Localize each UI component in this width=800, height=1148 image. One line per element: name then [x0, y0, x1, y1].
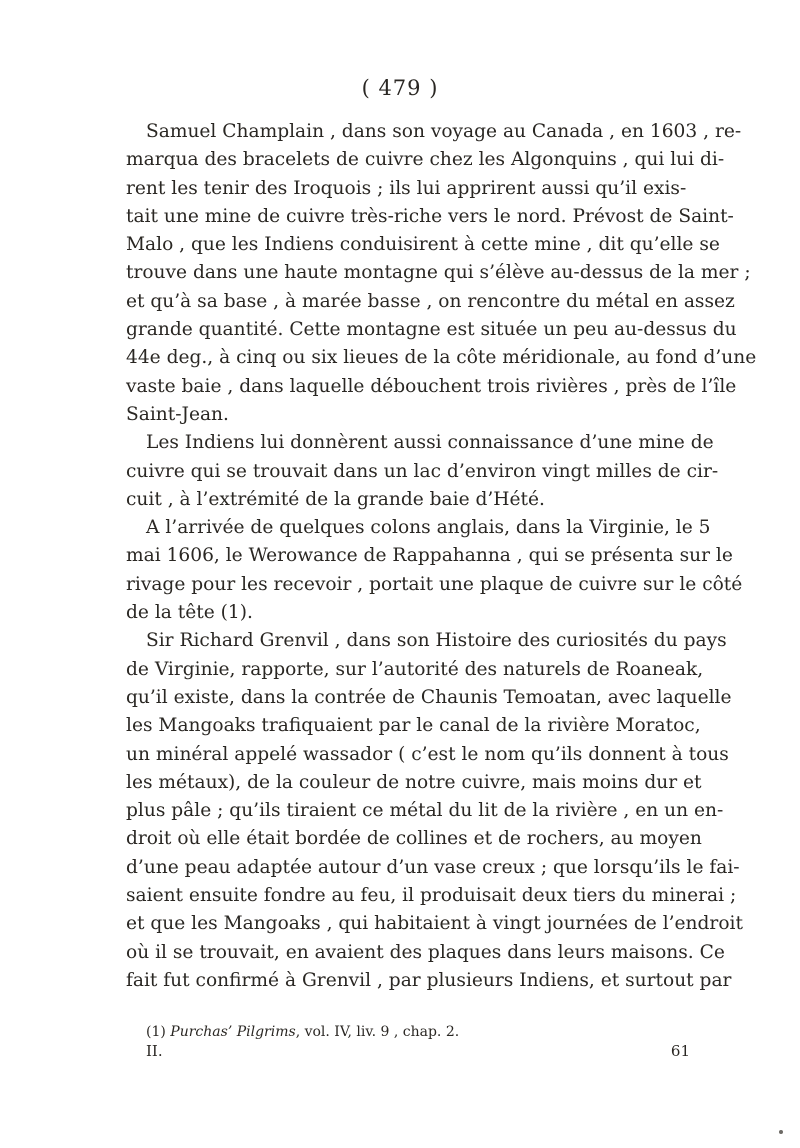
text-line: cuit , à l’extrémité de la grande baie d’Hété.	[126, 488, 545, 510]
text-line: rivage pour les recevoir , portait une plaque de cuivre sur le côté	[126, 573, 743, 595]
page-number: ( 479 )	[361, 76, 439, 100]
text-line: 44e deg., à cinq ou six lieues de la côte méridionale, au fond d’une	[126, 347, 757, 369]
text-line: A l’arrivée de quelques colons anglais, dans la Virginie, le 5	[146, 517, 711, 539]
text-line: vaste baie , dans laquelle débouchent trois rivières , près de l’île	[126, 375, 737, 397]
text-line: cuivre qui se trouvait dans un lac d’environ vingt milles de cir-	[126, 460, 719, 482]
text-line: de la tête (1).	[126, 602, 253, 624]
footnote-reference: , vol. IV, liv. 9 , chap. 2.	[295, 1024, 460, 1040]
text-line: où il se trouvait, en avaient des plaques dans leurs maisons. Ce	[126, 941, 725, 963]
text-line: de Virginie, rapporte, sur l’autorité des naturels de Roaneak,	[126, 658, 704, 680]
text-line: marqua des bracelets de cuivre chez les Algonquins , qui lui di-	[126, 149, 725, 171]
text-line: Malo , que les Indiens conduisirent à cette mine , dit qu’elle se	[126, 234, 720, 256]
footnote-marker: (1)	[146, 1024, 166, 1040]
text-line: les métaux), de la couleur de notre cuivre, mais moins dur et	[126, 771, 702, 793]
footnote-author: Purchas’	[170, 1024, 233, 1040]
signature-volume: II.	[146, 1042, 163, 1060]
text-line: trouve dans une haute montagne qui s’élève au-dessus de la mer ;	[126, 262, 751, 284]
signature-gathering: 61	[670, 1042, 690, 1060]
text-line: Saint-Jean.	[126, 403, 229, 425]
text-line: et que les Mangoaks , qui habitaient à vingt journées de l’endroit	[126, 913, 743, 935]
text-line: d’une peau adaptée autour d’un vase creux ; que lorsqu’ils le fai-	[126, 856, 740, 878]
body-text	[126, 118, 757, 995]
text-line: les Mangoaks trafiquaient par le canal de la rivière Moratoc,	[126, 715, 701, 737]
text-line: et qu’à sa base , à marée basse , on rencontre du métal en assez	[126, 290, 735, 312]
footnote	[146, 1023, 459, 1041]
text-line: saient ensuite fondre au feu, il produisait deux tiers du minerai ;	[126, 885, 737, 907]
text-line: Sir Richard Grenvil , dans son Histoire des curiosités du pays	[146, 630, 727, 652]
footnote-work: Pilgrims	[236, 1024, 296, 1040]
text-line: mai 1606, le Werowance de Rappahanna , qui se présenta sur le	[126, 545, 733, 567]
text-line: rent les tenir des Iroquois ; ils lui apprirent aussi qu’il exis-	[126, 177, 687, 199]
paper-speck	[779, 1130, 783, 1134]
text-line: Samuel Champlain , dans son voyage au Canada , en 1603 , re-	[146, 121, 742, 142]
text-line: droit où elle était bordée de collines et de rochers, au moyen	[126, 828, 702, 850]
text-line: grande quantité. Cette montagne est située un peu au-dessus du	[126, 319, 737, 341]
text-line: plus pâle ; qu’ils tiraient ce métal du lit de la rivière , en un en-	[126, 800, 724, 822]
text-line: Les Indiens lui donnèrent aussi connaissance d’une mine de	[146, 432, 714, 454]
text-line: fait fut confirmé à Grenvil , par plusieurs Indiens, et surtout par	[126, 969, 732, 991]
text-line: tait une mine de cuivre très-riche vers le nord. Prévost de Saint-	[126, 205, 734, 227]
text-line: qu’il existe, dans la contrée de Chaunis Temoatan, avec laquelle	[126, 686, 732, 708]
text-line: un minéral appelé wassador ( c’est le nom qu’ils donnent à tous	[126, 743, 729, 765]
